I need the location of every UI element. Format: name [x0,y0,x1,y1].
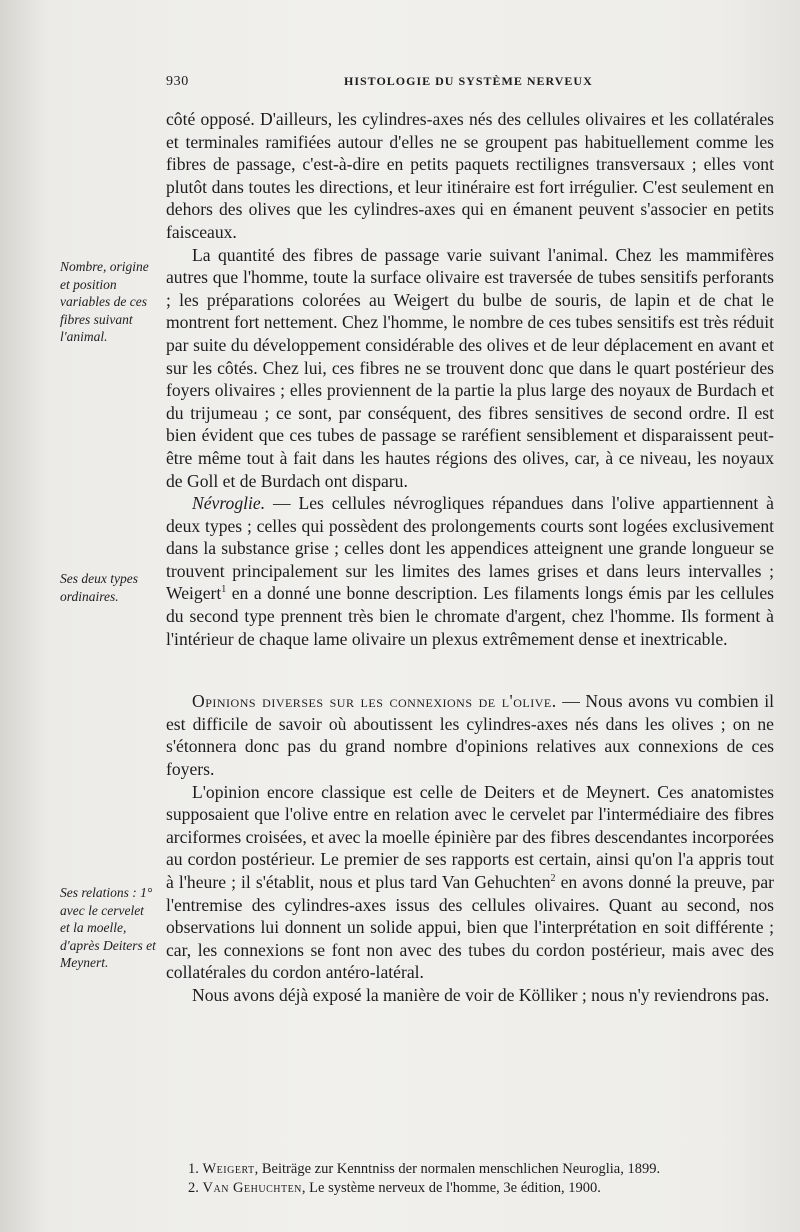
paragraph-6: Nous avons déjà exposé la manière de voir de Kölliker ; nous n'y reviendrons pas. [192,984,770,1005]
neuroglia-label: Névroglie. [192,493,266,514]
footnote-ref-1: 1 [221,584,227,596]
paragraph-4: Opinions diverses sur les connexions de l'olive. — Nous avons vu combien il est difficile de savoir où aboutissent les cylindres-axes nés dans les olives ; on ne s'étonnera donc pas du grand nombre d'opinions relatives aux connexions de ces foyers. [166,691,774,780]
main-text [166,108,774,1007]
footnote-ref-2: 2 [550,873,556,885]
footnote-1: 1. Weigert, Beiträge zur Kenntniss der normalen menschlichen Neuroglia, 1899. [188,1161,661,1177]
paragraph-2: La quantité des fibres de passage varie suivant l'animal. Chez les mammifères autres que l'homme, toute la surface olivaire est traversée de tubes sensitifs perforants ; les préparations colorées au Weigert du bulbe de souris, de lapin et de chat le montrent fort nettement. Chez l'homme, le nombre de ces tubes sensitifs est très réduit par suite du développement considérable des olives et de leur déplacement en avant et sur les côtés. Chez lui, ces fibres ne se trouvent donc que dans le quart postérieur des foyers olivaires ; elles proviennent de la partie la plus large des noyaux de Burdach et du trijumeau ; ce sont, par conséquent, des fibres sensitives de second ordre. Il est bien évident que ces tubes de passage se raréfient sensiblement et disparaissent peut-être même tout à fait dans les hautes régions des olives, car, à ce niveau, les noyaux de Goll et de Burdach ont disparu. [166,244,774,491]
paragraph-1: côté opposé. D'ailleurs, les cylindres-axes nés des cellules olivaires et les collatérales et terminales ramifiées autour d'elles ne se groupent pas habituellement comme les fibres de passage, c'est-à-dire en petits paquets rectilignes transversaux ; elles vont plutôt dans toutes les directions, et leur itinéraire est fort irrégulier. C'est seulement en dehors des olives que les cylindres-axes qui en émanent peuvent s'associer en petits faisceaux. [166,109,774,242]
page-number: 930 [166,74,189,89]
sidenote-two-types: Ses deux types ordinaires. [60,571,138,604]
paragraph-3: Névroglie. — Les cellules névrogliques répandues dans l'olive appartiennent à deux types ; celles qui possèdent des prolongements courts sont logées exclusivement dans la substance grise ; celles dont les appendices atteignent une grande longueur se trouvent principalement sur les limites des lames grises et dans leurs intervalles ; Weigert$^1$ en a donné une bonne description. Les filaments longs émis par les cellules du second type prennent très bien le chromate d'argent, chez l'homme. Ils forment à l'intérieur de chaque lame olivaire un plexus extrêmement dense et inextricable. [166,493,774,649]
sidenote-relations: Ses relations : 1° avec le cervelet et la moelle, d'après Deiters et Meynert. [60,885,156,970]
section-heading: Opinions diverses sur les connexions de l'olive. [192,691,557,712]
sidenote-fiber-variation: Nombre, origine et position variables de ces fibres suivant l'animal. [60,259,149,344]
running-title: HISTOLOGIE DU SYSTÈME NERVEUX [344,74,593,88]
footnotes [188,1160,778,1198]
footnote-2: 2. Van Gehuchten, Le système nerveux de l'homme, 3e édition, 1900. [188,1180,601,1196]
paragraph-5: L'opinion encore classique est celle de Deiters et de Meynert. Ces anatomistes supposaient que l'olive entre en relation avec le cervelet par l'intermédiaire des fibres arciformes croisées, et avec la moelle épinière par des fibres descendantes incorporées au cordon postérieur. Le premier de ses rapports est certain, ainsi qu'on l'a appris tout à l'heure ; il s'établit, nous et plus tard Van Gehuchten$^2$ en avons donné la preuve, par l'entremise des cylindres-axes issus des cellules olivaires. Quant au second, nos observations lui donnent un solide appui, bien que l'interprétation en soit différente ; car, les connexions se font non avec des tubes du cordon postérieur, mais avec des collatérales du cordon antéro-latéral. [166,781,774,983]
